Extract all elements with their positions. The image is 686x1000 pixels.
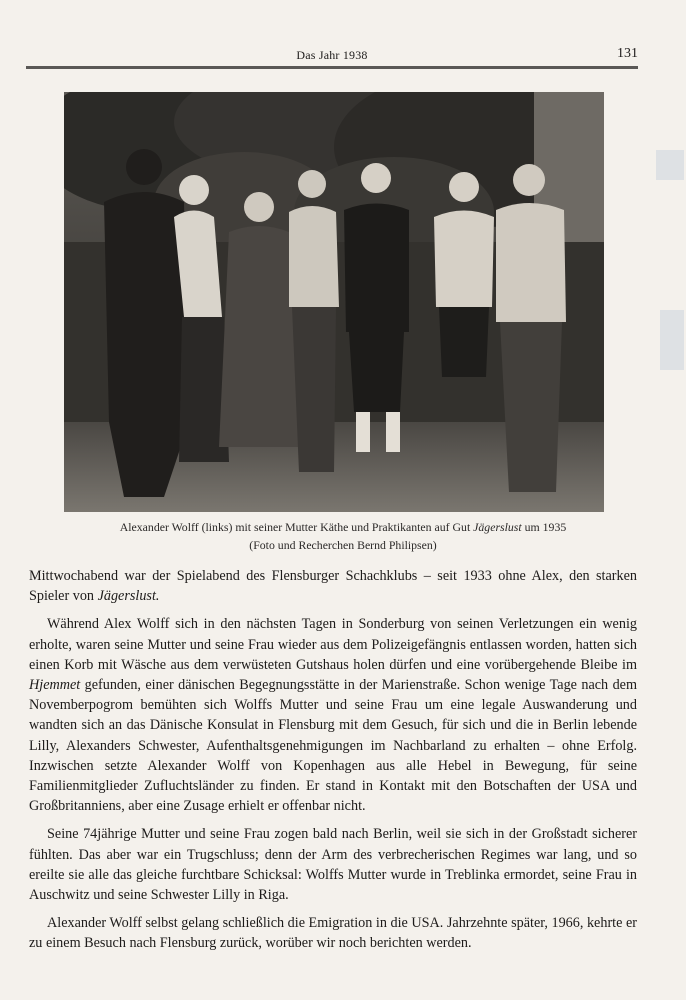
photo-caption	[30, 518, 656, 554]
running-title: Das Jahr 1938	[296, 48, 368, 62]
paragraph-2-text-a: Während Alex Wolff sich in den nächsten Tagen in Sonderburg von seinen Verletzungen ein wenig erholte, waren seine Mutter und seine Frau wieder aus dem Polizeigefängnis entlassen worden, hatten sich einen Korb mit Wäsche aus dem verwüsteten Gutshaus holen dürfen und eine vorübergehende Bleibe im	[29, 616, 637, 673]
paragraph-1	[29, 566, 637, 606]
running-head	[26, 44, 638, 64]
show-through-artifact	[654, 110, 686, 530]
paragraph-1-text: Mittwochabend war der Spielabend des Flensburger Schachklubs – seit 1933 ohne Alex, den starken Spieler von	[29, 568, 637, 605]
header-rule	[26, 66, 638, 69]
paragraph-2	[29, 614, 637, 816]
caption-text-b: um 1935	[521, 520, 567, 534]
paragraph-2-italic: Hjemmet	[29, 677, 81, 694]
group-photo	[64, 92, 604, 512]
caption-italic-place: Jägerslust	[473, 520, 522, 534]
body-text	[29, 566, 637, 962]
group-photo-image	[64, 92, 604, 512]
caption-text-a: Alexander Wolff (links) mit seiner Mutter Käthe und Praktikanten auf Gut	[119, 520, 474, 534]
paragraph-2-text-b: gefunden, einer dänischen Begegnungsstätte in der Marienstraße. Schon wenige Tage nach dem Novemberpogrom bemühten sich Wolffs Mutter und seine Frau um eine legale Auswanderung und wandten sich an das Dänische Konsulat in Flensburg mit dem Gesuch, für sich und die in Berlin lebende Lilly, Alexanders Schwester, Aufenthaltsgenehmigungen im Nachbarland zu erhalten – ohne Erfolg. Inzwischen setzte Alexander Wolff von Kopenhagen aus alle Hebel in Bewegung, für seine Familienmitglieder Zufluchtsländer zu finden. Er stand in Kontakt mit den Botschaften der USA und Großbritanniens, aber eine Zusage erhielt er offenbar nicht.	[29, 677, 637, 815]
paragraph-4: Alexander Wolff selbst gelang schließlich die Emigration in die USA. Jahrzehnte später, 1966, kehrte er zu einem Besuch nach Flensburg zurück, worüber wir noch berichten werden.	[29, 915, 637, 952]
paragraph-1-italic: Jägerslust.	[97, 588, 160, 605]
caption-line-2: (Foto und Recherchen Bernd Philipsen)	[249, 538, 437, 552]
caption-line-1	[30, 518, 656, 536]
page-number: 131	[617, 46, 638, 61]
paragraph-3: Seine 74jährige Mutter und seine Frau zogen bald nach Berlin, weil sie sich in der Großstadt sicherer fühlten. Das aber war ein Trugschluss; denn der Arm des verbrecherischen Regimes war lang, und so ereilte sie alle das gleiche furchtbare Schicksal: Wolffs Mutter wurde in Treblinka ermordet, seine Frau in Auschwitz und seine Schwester Lilly in Riga.	[29, 826, 637, 904]
